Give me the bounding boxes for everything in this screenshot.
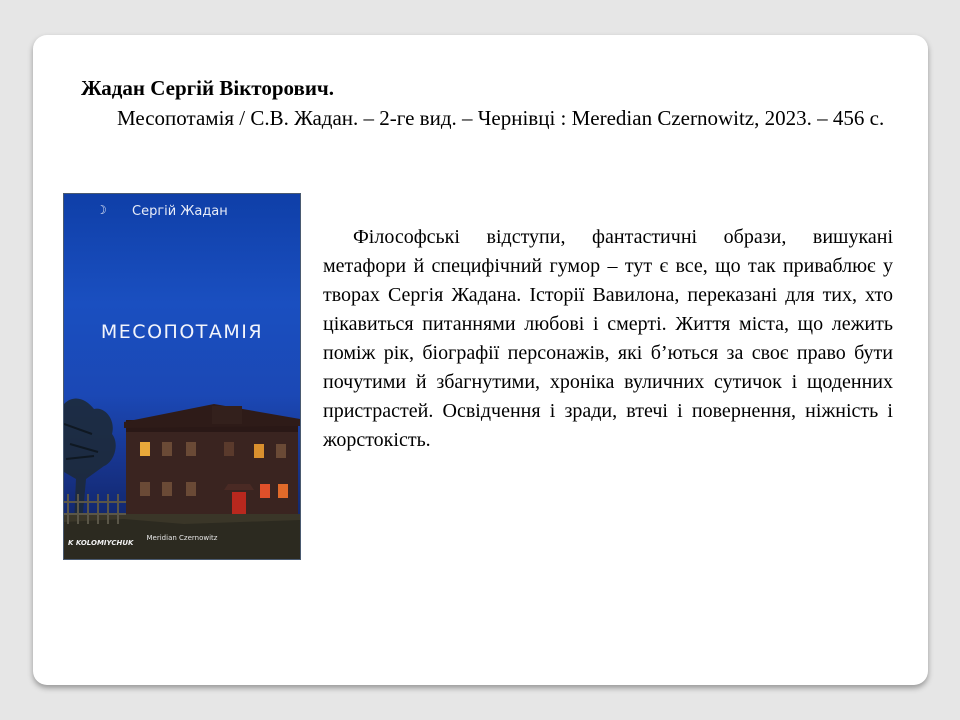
moon-icon: ☽: [96, 203, 107, 217]
book-record: Месопотамія / С.В. Жадан. – 2-ге вид. – Чернівці : Meredian Czernowitz, 2023. – 456 с.: [117, 106, 885, 130]
cover-illustration: [64, 194, 300, 559]
cover-title: МЕСОПОТАМІЯ: [100, 321, 264, 343]
slide: [33, 35, 928, 685]
book-annotation: Філософські відступи, фантастичні образи, вишукані метафори й специфічний гумор – тут є все, що так приваблює у творах Сергія Жадана. Історії Вавилона, переказані для тих, хто цікавиться питаннями любові і смерті. Життя міста, що лежить поміж рік, біографії персонажів, які б’ються за своє право бути почутими й збагнутими, хроніка вуличних сутичок і щоденних пристрастей. Освідчення і зради, втечі і повернення, ніжність і жорстокість.: [323, 226, 893, 451]
book-author: Жадан Сергій Вікторович.: [81, 76, 335, 100]
artist-signature: K KOLOMIYCHUK: [68, 539, 134, 547]
cover-author: Сергій Жадан: [132, 204, 228, 219]
bibliographic-entry: [81, 73, 909, 133]
cover-publisher: Meridian Czernowitz: [146, 534, 218, 542]
book-cover-image: [63, 193, 301, 560]
